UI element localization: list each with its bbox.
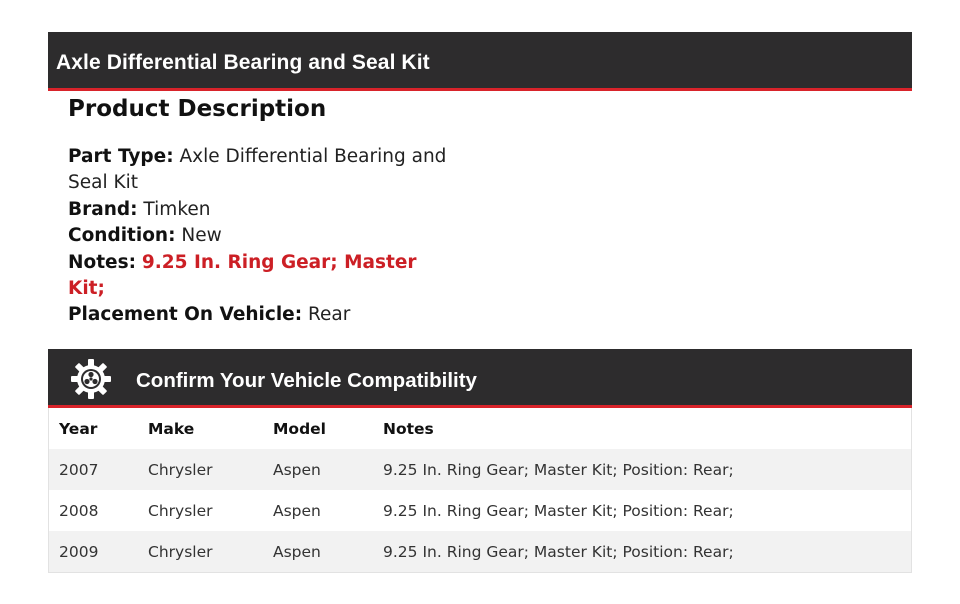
compatibility-title: Confirm Your Vehicle Compatibility [136, 369, 477, 392]
compatibility-table [49, 408, 911, 572]
column-header-model: Model [273, 419, 326, 438]
cell-make: Chrysler [148, 542, 213, 561]
description-heading: Product Description [68, 96, 327, 122]
column-header-year: Year [59, 419, 98, 438]
compatibility-bar [48, 349, 912, 408]
part-type-value: Axle Differential Bearing and Seal Kit [68, 146, 447, 194]
notes-value: 9.25 In. Ring Gear; Master Kit; [68, 251, 417, 300]
table-header-row [49, 408, 911, 449]
placement-label: Placement On Vehicle: [68, 304, 303, 326]
brand-label: Brand: [68, 198, 138, 220]
compatibility-table-wrap [48, 408, 912, 573]
placement-value: Rear [308, 304, 351, 326]
product-title-bar [48, 32, 912, 91]
condition-value: New [181, 225, 222, 247]
cell-notes: 9.25 In. Ring Gear; Master Kit; Position: Rear; [383, 542, 734, 561]
part-type-label: Part Type: [68, 146, 174, 167]
notes-row [68, 250, 448, 303]
notes-label: Notes: [68, 251, 136, 273]
brand-value: Timken [143, 198, 211, 220]
column-header-notes: Notes [383, 419, 434, 438]
cell-year: 2007 [59, 460, 99, 479]
table-row [49, 449, 911, 490]
table-row [49, 531, 911, 572]
product-description [68, 96, 448, 329]
condition-row [68, 223, 448, 249]
cell-model: Aspen [273, 460, 321, 479]
brand-row [68, 197, 448, 223]
cell-make: Chrysler [148, 501, 213, 520]
gear-car-icon [70, 358, 112, 400]
placement-row [68, 302, 448, 328]
condition-label: Condition: [68, 225, 176, 247]
table-row [49, 490, 911, 531]
cell-notes: 9.25 In. Ring Gear; Master Kit; Position: Rear; [383, 460, 734, 479]
cell-year: 2009 [59, 542, 99, 561]
cell-year: 2008 [59, 501, 99, 520]
column-header-make: Make [148, 419, 195, 438]
cell-model: Aspen [273, 501, 321, 520]
cell-make: Chrysler [148, 460, 213, 479]
cell-notes: 9.25 In. Ring Gear; Master Kit; Position: Rear; [383, 501, 734, 520]
cell-model: Aspen [273, 542, 321, 561]
product-title: Axle Differential Bearing and Seal Kit [56, 51, 430, 74]
part-type-row [68, 144, 448, 197]
